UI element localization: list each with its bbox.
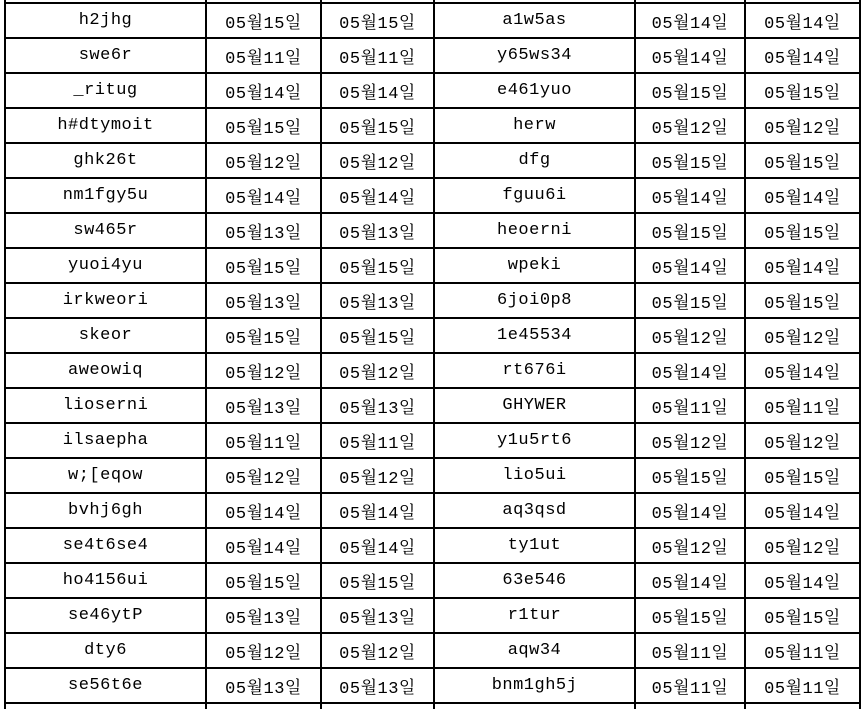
date-cell[interactable] [321, 703, 434, 709]
date-cell[interactable]: 05월12일 [635, 528, 745, 563]
date-cell[interactable] [635, 703, 745, 709]
date-cell[interactable]: 05월15일 [321, 108, 434, 143]
date-cell[interactable]: 05월15일 [206, 3, 321, 38]
name-cell[interactable]: 6joi0p8 [434, 283, 635, 318]
date-cell[interactable]: 05월12일 [321, 353, 434, 388]
date-cell[interactable]: 05월13일 [206, 598, 321, 633]
date-cell[interactable]: 05월12일 [635, 423, 745, 458]
date-cell[interactable]: 05월14일 [635, 353, 745, 388]
date-cell[interactable]: 05월12일 [206, 633, 321, 668]
date-cell[interactable]: 05월15일 [745, 283, 860, 318]
name-cell[interactable]: herw [434, 108, 635, 143]
date-cell[interactable]: 05월14일 [745, 3, 860, 38]
table-row [5, 248, 860, 283]
date-cell[interactable]: 05월14일 [745, 248, 860, 283]
table-row [5, 458, 860, 493]
table-row [5, 143, 860, 178]
date-cell[interactable]: 05월15일 [206, 108, 321, 143]
table-row [5, 318, 860, 353]
name-cell[interactable]: GHYWER [434, 388, 635, 423]
name-cell[interactable]: dfg [434, 143, 635, 178]
name-cell[interactable]: y1u5rt6 [434, 423, 635, 458]
date-cell[interactable]: 05월14일 [635, 178, 745, 213]
name-cell[interactable]: ghk26t [5, 143, 206, 178]
date-cell[interactable]: 05월11일 [206, 423, 321, 458]
date-cell[interactable]: 05월14일 [206, 493, 321, 528]
name-cell[interactable]: nm1fgy5u [5, 178, 206, 213]
date-cell[interactable] [206, 703, 321, 709]
date-cell[interactable]: 05월14일 [321, 178, 434, 213]
name-cell[interactable]: 63e546 [434, 563, 635, 598]
name-cell[interactable]: w;[eqow [5, 458, 206, 493]
date-cell[interactable]: 05월12일 [745, 318, 860, 353]
date-cell[interactable]: 05월15일 [321, 563, 434, 598]
date-cell[interactable]: 05월11일 [206, 38, 321, 73]
date-cell[interactable]: 05월15일 [635, 73, 745, 108]
date-cell[interactable]: 05월14일 [635, 248, 745, 283]
name-cell[interactable]: heoerni [434, 213, 635, 248]
date-cell[interactable]: 05월14일 [635, 38, 745, 73]
date-cell[interactable] [745, 703, 860, 709]
table-row [5, 388, 860, 423]
date-cell[interactable]: 05월13일 [321, 668, 434, 703]
name-cell[interactable]: sw465r [5, 213, 206, 248]
date-cell[interactable]: 05월11일 [745, 668, 860, 703]
date-cell[interactable]: 05월15일 [745, 598, 860, 633]
date-cell[interactable]: 05월14일 [321, 493, 434, 528]
name-cell[interactable]: ilsaepha [5, 423, 206, 458]
name-cell[interactable]: y65ws34 [434, 38, 635, 73]
name-cell[interactable]: fguu6i [434, 178, 635, 213]
date-cell[interactable]: 05월15일 [206, 318, 321, 353]
name-cell[interactable]: aq3qsd [434, 493, 635, 528]
date-cell[interactable]: 05월12일 [321, 458, 434, 493]
date-cell[interactable]: 05월12일 [321, 633, 434, 668]
date-cell[interactable]: 05월14일 [745, 493, 860, 528]
table-row [5, 633, 860, 668]
date-cell[interactable]: 05월15일 [745, 458, 860, 493]
table-row [5, 3, 860, 38]
data-table [4, 0, 861, 709]
date-cell[interactable]: 05월12일 [206, 458, 321, 493]
date-cell[interactable]: 05월15일 [635, 458, 745, 493]
date-cell[interactable]: 05월14일 [745, 178, 860, 213]
date-cell[interactable]: 05월11일 [321, 423, 434, 458]
date-cell[interactable]: 05월12일 [635, 318, 745, 353]
date-cell[interactable]: 05월14일 [321, 73, 434, 108]
name-cell[interactable]: lioserni [5, 388, 206, 423]
name-cell[interactable] [5, 703, 206, 709]
date-cell[interactable]: 05월11일 [745, 633, 860, 668]
table-row [5, 668, 860, 703]
date-cell[interactable]: 05월11일 [635, 633, 745, 668]
table-row [5, 598, 860, 633]
name-cell[interactable]: a1w5as [434, 3, 635, 38]
name-cell[interactable]: 1e45534 [434, 318, 635, 353]
date-cell[interactable]: 05월12일 [206, 143, 321, 178]
name-cell[interactable]: wpeki [434, 248, 635, 283]
date-cell[interactable]: 05월15일 [206, 248, 321, 283]
date-cell[interactable]: 05월13일 [321, 213, 434, 248]
table-row [5, 178, 860, 213]
name-cell[interactable]: e461yuo [434, 73, 635, 108]
name-cell[interactable]: se56t6e [5, 668, 206, 703]
table-row [5, 73, 860, 108]
clipped-row [5, 703, 860, 709]
date-cell[interactable]: 05월12일 [206, 353, 321, 388]
name-cell[interactable]: aweowiq [5, 353, 206, 388]
name-cell[interactable]: dty6 [5, 633, 206, 668]
name-cell[interactable]: irkweori [5, 283, 206, 318]
name-cell[interactable]: se46ytP [5, 598, 206, 633]
date-cell[interactable]: 05월14일 [745, 563, 860, 598]
table-row [5, 213, 860, 248]
date-cell[interactable]: 05월15일 [745, 73, 860, 108]
date-cell[interactable]: 05월14일 [321, 528, 434, 563]
date-cell[interactable]: 05월15일 [321, 3, 434, 38]
name-cell[interactable]: yuoi4yu [5, 248, 206, 283]
name-cell[interactable]: swe6r [5, 38, 206, 73]
date-cell[interactable]: 05월13일 [321, 283, 434, 318]
date-cell[interactable]: 05월15일 [635, 598, 745, 633]
name-cell[interactable]: bvhj6gh [5, 493, 206, 528]
name-cell[interactable]: ho4156ui [5, 563, 206, 598]
date-cell[interactable]: 05월12일 [745, 108, 860, 143]
name-cell[interactable]: rt676i [434, 353, 635, 388]
name-cell[interactable]: aqw34 [434, 633, 635, 668]
date-cell[interactable]: 05월14일 [745, 38, 860, 73]
table-body [5, 0, 860, 709]
date-cell[interactable]: 05월12일 [321, 143, 434, 178]
name-cell[interactable]: bnm1gh5j [434, 668, 635, 703]
date-cell[interactable]: 05월13일 [206, 668, 321, 703]
table-row [5, 423, 860, 458]
name-cell[interactable]: r1tur [434, 598, 635, 633]
name-cell[interactable]: se4t6se4 [5, 528, 206, 563]
date-cell[interactable]: 05월13일 [321, 388, 434, 423]
date-cell[interactable]: 05월14일 [206, 178, 321, 213]
table-row [5, 528, 860, 563]
date-cell[interactable]: 05월15일 [635, 283, 745, 318]
date-cell[interactable]: 05월15일 [635, 213, 745, 248]
date-cell[interactable]: 05월13일 [206, 213, 321, 248]
date-cell[interactable]: 05월14일 [206, 73, 321, 108]
date-cell[interactable]: 05월14일 [635, 493, 745, 528]
name-cell[interactable]: h#dtymoit [5, 108, 206, 143]
date-cell[interactable]: 05월15일 [321, 318, 434, 353]
date-cell[interactable]: 05월14일 [635, 3, 745, 38]
name-cell[interactable]: h2jhg [5, 3, 206, 38]
date-cell[interactable]: 05월12일 [745, 528, 860, 563]
name-cell[interactable]: skeor [5, 318, 206, 353]
name-cell[interactable] [434, 703, 635, 709]
table-row [5, 563, 860, 598]
name-cell[interactable]: lio5ui [434, 458, 635, 493]
date-cell[interactable]: 05월14일 [635, 563, 745, 598]
date-cell[interactable]: 05월13일 [206, 388, 321, 423]
table-row [5, 493, 860, 528]
date-cell[interactable]: 05월11일 [635, 388, 745, 423]
date-cell[interactable]: 05월15일 [745, 213, 860, 248]
date-cell[interactable]: 05월11일 [321, 38, 434, 73]
date-cell[interactable]: 05월12일 [635, 108, 745, 143]
date-cell[interactable]: 05월13일 [321, 598, 434, 633]
table-row [5, 38, 860, 73]
date-cell[interactable]: 05월15일 [321, 248, 434, 283]
date-cell[interactable]: 05월13일 [206, 283, 321, 318]
date-cell[interactable]: 05월11일 [745, 388, 860, 423]
table-row [5, 283, 860, 318]
date-cell[interactable]: 05월15일 [635, 143, 745, 178]
date-cell[interactable]: 05월14일 [206, 528, 321, 563]
date-cell[interactable]: 05월11일 [635, 668, 745, 703]
table-row [5, 353, 860, 388]
date-cell[interactable]: 05월15일 [745, 143, 860, 178]
name-cell[interactable]: ty1ut [434, 528, 635, 563]
date-cell[interactable]: 05월12일 [745, 423, 860, 458]
date-cell[interactable]: 05월15일 [206, 563, 321, 598]
table-row [5, 108, 860, 143]
name-cell[interactable]: _ritug [5, 73, 206, 108]
date-cell[interactable]: 05월14일 [745, 353, 860, 388]
